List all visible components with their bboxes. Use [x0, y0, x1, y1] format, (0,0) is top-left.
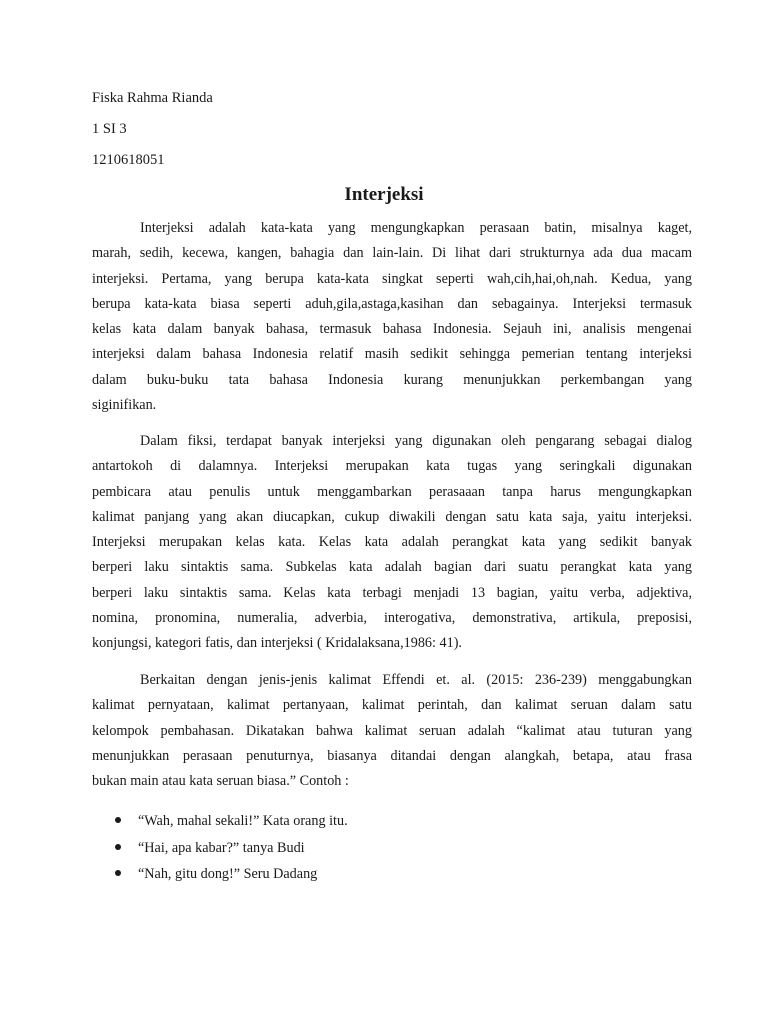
- paragraph-line: marah, sedih, kecewa, kangen, bahagia dan lain-lain. Di lihat dari strukturnya ada dua macam: [92, 245, 692, 262]
- author-name: Fiska Rahma Rianda: [92, 90, 213, 106]
- paragraph-line: siginifikan.: [92, 397, 157, 414]
- paragraph-line: Interjeksi merupakan kelas kata. Kelas kata adalah perangkat kata yang sedikit banyak: [92, 534, 692, 551]
- paragraph-line: interjeksi dalam bahasa Indonesia relatif masih sedikit sehingga pemerian tentang interjeksi: [92, 346, 692, 363]
- document-title: Interjeksi: [344, 184, 424, 205]
- list-item: [92, 835, 692, 862]
- paragraph-2: [92, 429, 692, 657]
- bullet-icon: [115, 870, 121, 876]
- paragraph-line: kelompok pembahasan. Dikatakan bahwa kalimat seruan adalah “kalimat atau tuturan yang: [92, 722, 692, 739]
- example-list: [92, 808, 692, 888]
- paragraph-line: bukan main atau kata seruan biasa.” Contoh :: [92, 773, 349, 790]
- paragraph-line: pembicara atau penulis untuk menggambarkan perasaaan tanpa harus mengungkapkan: [92, 483, 692, 500]
- paragraph-line: dalam buku-buku tata bahasa Indonesia kurang menunjukkan perkembangan yang: [92, 371, 692, 388]
- paragraph-line: Berkaitan dengan jenis-jenis kalimat Effendi et. al. (2015: 236-239) menggabungkan: [140, 672, 692, 688]
- paragraph-line: berperi laku sintaktis sama. Kelas kata terbagi menjadi 13 bagian, yaitu verba, adjektiva,: [92, 584, 692, 601]
- paragraph-line: kalimat panjang yang akan diucapkan, cukup diwakili dengan satu kata saja, yaitu interjeksi.: [92, 508, 692, 525]
- paragraph-line: berupa kata-kata biasa seperti aduh,gila,astaga,kasihan dan sebagainya. Interjeksi termasuk: [92, 295, 692, 312]
- example-text: “Nah, gitu dong!” Seru Dadang: [138, 866, 318, 882]
- paragraph-line: kelas kata dalam banyak bahasa, termasuk bahasa Indonesia. Sejauh ini, analisis mengenai: [92, 321, 692, 338]
- example-text: “Wah, mahal sekali!” Kata orang itu.: [138, 813, 348, 829]
- example-text: “Hai, apa kabar?” tanya Budi: [138, 839, 305, 856]
- paragraph-line: konjungsi, kategori fatis, dan interjeksi ( Kridalaksana,1986: 41).: [92, 635, 462, 652]
- paragraph-line: Interjeksi adalah kata-kata yang mengungkapkan perasaan batin, misalnya kaget,: [140, 220, 692, 236]
- list-item: [92, 861, 692, 888]
- bullet-icon: [115, 817, 121, 823]
- list-item: [92, 808, 692, 835]
- author-class: 1 SI 3: [92, 121, 127, 137]
- paragraph-line: nomina, pronomina, numeralia, adverbia, interogativa, demonstrativa, artikula, preposisi,: [92, 610, 692, 627]
- paragraph-1: [92, 216, 692, 418]
- paragraph-line: antartokoh di dalamnya. Interjeksi merupakan kata tugas yang seringkali digunakan: [92, 458, 692, 475]
- paragraph-line: interjeksi. Pertama, yang berupa kata-kata singkat seperti wah,cih,hai,oh,nah. Kedua, yang: [92, 270, 692, 287]
- author-student-id: 1210618051: [92, 152, 165, 168]
- paragraph-line: berperi laku sintaktis sama. Subkelas kata adalah bagian dari suatu perangkat kata yang: [92, 559, 692, 576]
- paragraph-3: [92, 668, 692, 794]
- paragraph-line: Dalam fiksi, terdapat banyak interjeksi yang digunakan oleh pengarang sebagai dialog: [140, 433, 692, 449]
- paragraph-line: kalimat pernyataan, kalimat pertanyaan, kalimat perintah, dan kalimat seruan dalam satu: [92, 697, 692, 714]
- paragraph-line: menunjukkan perasaan penuturnya, biasanya ditandai dengan alangkah, betapa, atau frasa: [92, 747, 692, 764]
- bullet-icon: [115, 844, 121, 850]
